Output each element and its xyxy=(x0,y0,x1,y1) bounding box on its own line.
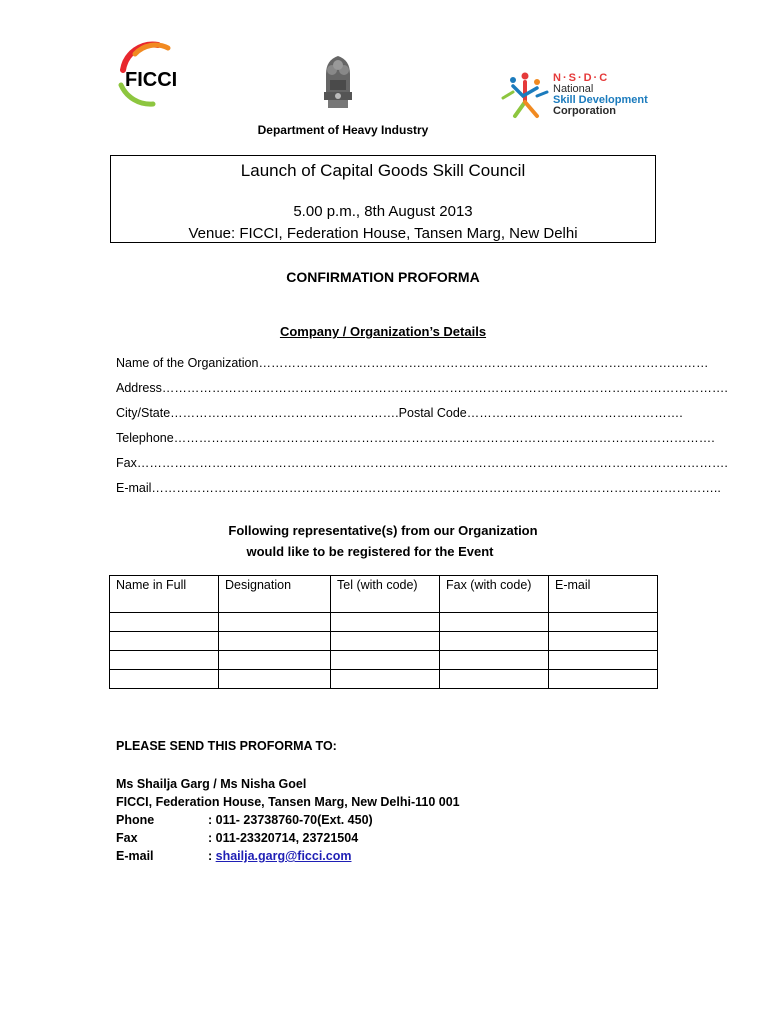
col-header-designation: Designation xyxy=(219,576,331,613)
fax-field[interactable]: Fax……………………………………………………………………………………………………………………………. xyxy=(116,456,728,470)
nsdc-acronym: N·S·D·C xyxy=(553,72,610,84)
email-row xyxy=(208,849,352,863)
nsdc-logo-text xyxy=(553,73,648,117)
fax-label: Fax xyxy=(116,831,138,845)
department-name: Department of Heavy Industry xyxy=(257,123,429,137)
email-label: E-mail xyxy=(116,849,154,863)
table-cell[interactable] xyxy=(440,651,549,670)
table-cell[interactable] xyxy=(110,670,219,689)
email-link[interactable]: shailja.garg@ficci.com xyxy=(215,849,352,863)
table-cell[interactable] xyxy=(549,632,658,651)
table-row xyxy=(110,651,658,670)
contact-names: Ms Shailja Garg / Ms Nisha Goel xyxy=(116,777,307,791)
contact-address: FICCI, Federation House, Tansen Marg, New Delhi-110 001 xyxy=(116,795,460,809)
nsdc-line1: National xyxy=(553,83,594,95)
col-header-tel: Tel (with code) xyxy=(331,576,440,613)
organization-name-field[interactable]: Name of the Organization……………………………………………………………………………………………… xyxy=(116,356,709,370)
nsdc-line3: Corporation xyxy=(553,105,616,117)
city-postal-field[interactable]: City/State……………………………………………….Postal Code……………………………………………. xyxy=(116,406,683,420)
event-venue: Venue: FICCI, Federation House, Tansen Marg, New Delhi xyxy=(188,225,578,242)
table-cell[interactable] xyxy=(440,613,549,632)
email-field[interactable]: E-mail……………………………………………………………………………………………………………………….. xyxy=(116,481,721,495)
table-cell[interactable] xyxy=(331,670,440,689)
table-cell[interactable] xyxy=(549,613,658,632)
table-cell[interactable] xyxy=(440,670,549,689)
form-title: CONFIRMATION PROFORMA xyxy=(286,269,480,285)
table-row xyxy=(110,632,658,651)
representatives-text-line1: Following representative(s) from our Organization xyxy=(228,523,538,538)
table-cell[interactable] xyxy=(219,632,331,651)
ficci-logo xyxy=(113,40,203,108)
representatives-text-line2: would like to be registered for the Event xyxy=(246,544,494,559)
table-cell[interactable] xyxy=(219,651,331,670)
email-prefix: : xyxy=(208,849,216,863)
table-row xyxy=(110,613,658,632)
table-cell[interactable] xyxy=(110,632,219,651)
table-cell[interactable] xyxy=(331,632,440,651)
send-to-heading: PLEASE SEND THIS PROFORMA TO: xyxy=(116,739,337,753)
table-cell[interactable] xyxy=(440,632,549,651)
section-heading: Company / Organization’s Details xyxy=(279,324,487,339)
table-cell[interactable] xyxy=(219,670,331,689)
event-time: 5.00 p.m., 8th August 2013 xyxy=(293,203,473,220)
table-cell[interactable] xyxy=(549,651,658,670)
table-cell[interactable] xyxy=(331,613,440,632)
table-cell[interactable] xyxy=(219,613,331,632)
phone-label: Phone xyxy=(116,813,155,827)
event-title: Launch of Capital Goods Skill Council xyxy=(240,161,526,180)
table-cell[interactable] xyxy=(331,651,440,670)
table-header-row xyxy=(110,576,658,613)
table-cell[interactable] xyxy=(110,613,219,632)
phone-value: : 011- 23738760-70(Ext. 450) xyxy=(208,813,373,827)
nsdc-line2: Skill Development xyxy=(553,94,648,106)
ficci-logo-text: FICCI xyxy=(125,69,178,91)
col-header-name: Name in Full xyxy=(110,576,219,613)
fax-value: : 011-23320714, 23721504 xyxy=(208,831,359,845)
table-cell[interactable] xyxy=(549,670,658,689)
representatives-table xyxy=(109,575,658,689)
table-cell[interactable] xyxy=(110,651,219,670)
address-field[interactable]: Address………………………………………………………………………………………………………………………. xyxy=(116,381,728,395)
col-header-email: E-mail xyxy=(549,576,658,613)
national-emblem-icon xyxy=(318,52,358,112)
telephone-field[interactable]: Telephone…………………………………………………………………………………………………………………. xyxy=(116,431,715,445)
table-row xyxy=(110,670,658,689)
col-header-fax: Fax (with code) xyxy=(440,576,549,613)
